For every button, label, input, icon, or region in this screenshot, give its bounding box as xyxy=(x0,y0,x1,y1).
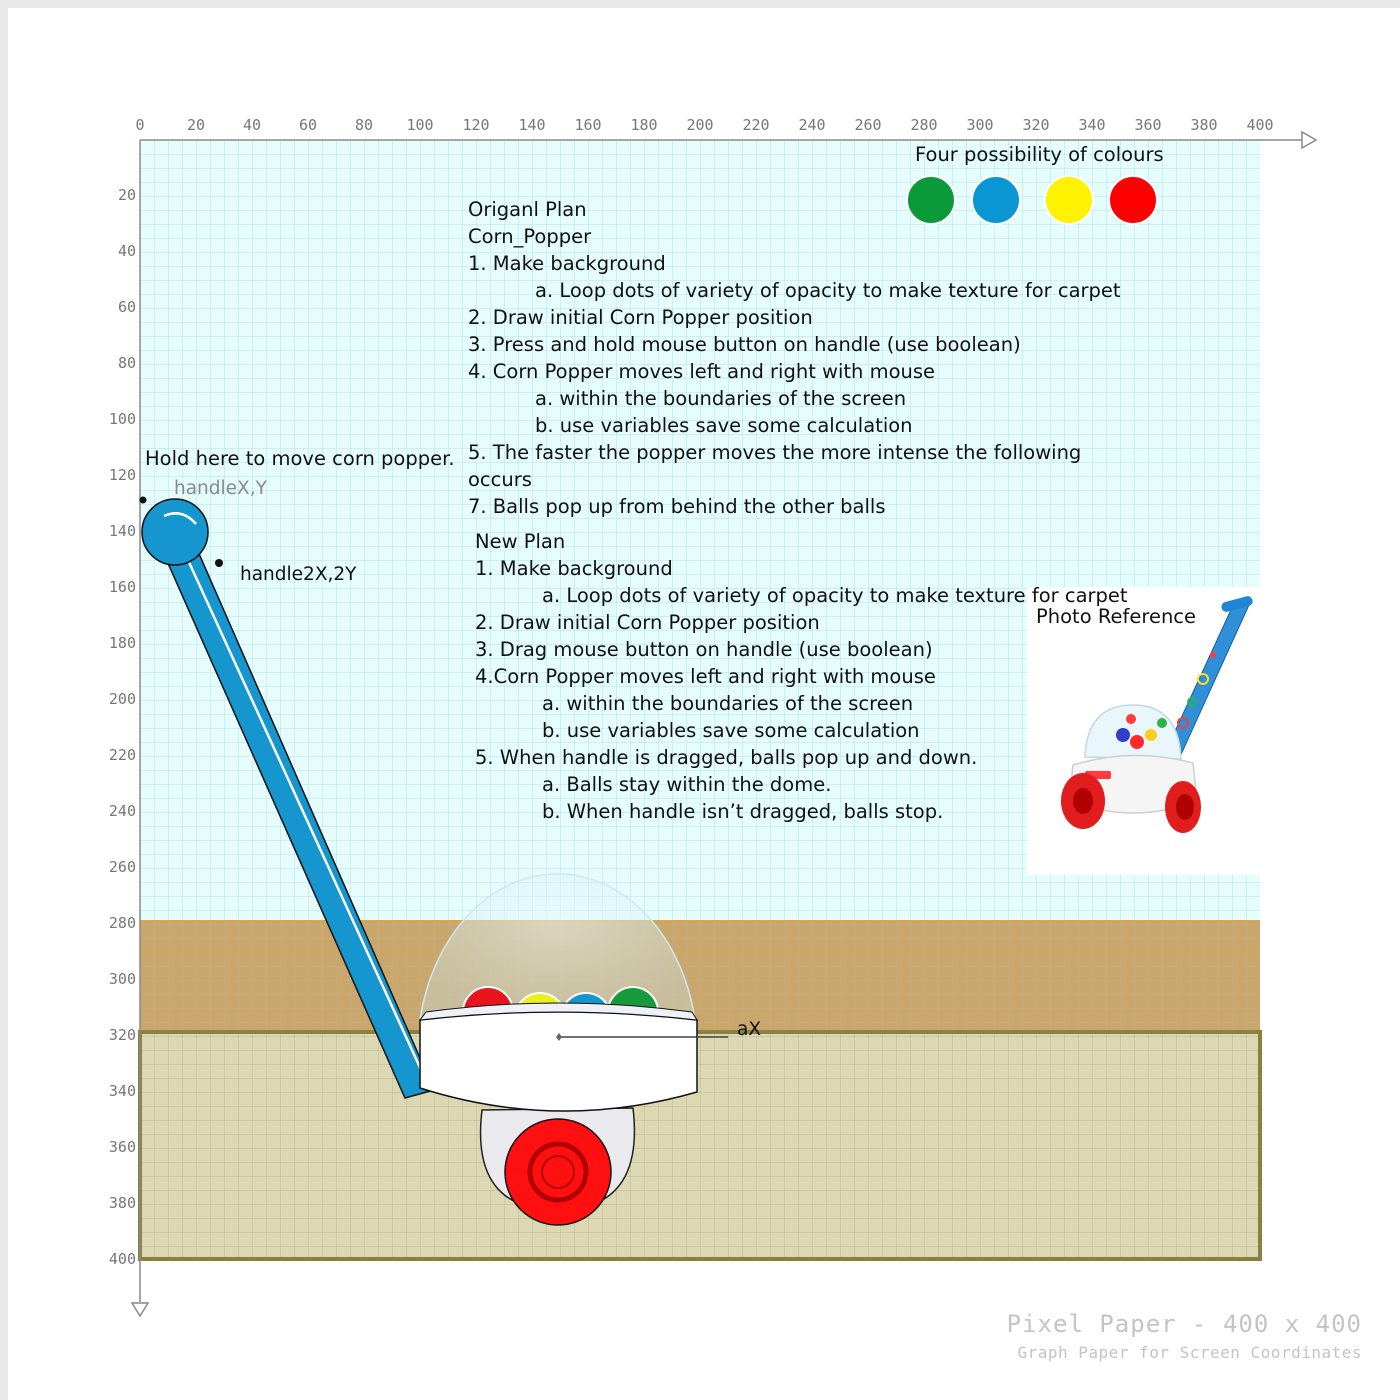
y-tick-label: 300 xyxy=(108,970,136,988)
new-plan xyxy=(475,528,1128,825)
handle2-label: handle2X,2Y xyxy=(240,564,357,585)
y-tick-label: 140 xyxy=(108,522,136,540)
x-tick-label: 300 xyxy=(966,116,994,134)
plan-line: Origanl Plan xyxy=(468,198,587,221)
x-tick-label: 180 xyxy=(630,116,658,134)
x-tick-label: 20 xyxy=(186,116,206,134)
y-tick-label: 60 xyxy=(117,298,136,316)
plan-line: b. use variables save some calculation xyxy=(535,414,913,437)
plan-line: 3. Drag mouse button on handle (use boolean) xyxy=(475,638,933,661)
x-tick-label: 320 xyxy=(1022,116,1050,134)
x-tick-label: 380 xyxy=(1190,116,1218,134)
handle-point-1 xyxy=(140,497,147,504)
plan-line: 2. Draw initial Corn Popper position xyxy=(475,611,820,634)
x-tick-label: 80 xyxy=(354,116,374,134)
y-tick-label: 160 xyxy=(108,578,136,596)
carpet-floor-grid xyxy=(140,1032,1260,1259)
plan-line: a. Loop dots of variety of opacity to make texture for carpet xyxy=(535,279,1121,302)
y-tick-label: 180 xyxy=(108,634,136,652)
y-tick-label: 20 xyxy=(117,186,136,204)
y-tick-label: 400 xyxy=(108,1250,136,1268)
plan-line: a. Loop dots of variety of opacity to make texture for carpet xyxy=(542,584,1128,607)
plan-line: 5. The faster the popper moves the more intense the following xyxy=(468,441,1082,464)
photo-reference-label: Photo Reference xyxy=(1036,605,1197,628)
plan-line: 4.Corn Popper moves left and right with mouse xyxy=(475,665,936,688)
x-tick-label: 400 xyxy=(1246,116,1274,134)
plan-line: a. Balls stay within the dome. xyxy=(542,773,832,796)
plan-line: a. within the boundaries of the screen xyxy=(535,387,907,410)
y-tick-label: 220 xyxy=(108,746,136,764)
carpet-band-grid xyxy=(140,920,1260,1030)
y-axis-arrow xyxy=(132,1303,148,1316)
y-tick-label: 340 xyxy=(108,1082,136,1100)
x-tick-label: 260 xyxy=(854,116,882,134)
x-tick-label: 280 xyxy=(910,116,938,134)
handle-point-2 xyxy=(215,559,223,567)
plan-line: 1. Make background xyxy=(475,557,673,580)
x-tick-label: 240 xyxy=(798,116,826,134)
plan-line: 7. Balls pop up from behind the other balls xyxy=(468,495,886,518)
x-tick-label: 60 xyxy=(298,116,318,134)
photo-ball xyxy=(1145,729,1157,741)
x-tick-label: 100 xyxy=(406,116,434,134)
y-tick-label: 100 xyxy=(108,410,136,428)
y-tick-label: 380 xyxy=(108,1194,136,1212)
plan-line: a. within the boundaries of the screen xyxy=(542,692,914,715)
plan-line: 4. Corn Popper moves left and right with mouse xyxy=(468,360,936,383)
y-tick-label: 280 xyxy=(108,914,136,932)
x-tick-label: 220 xyxy=(742,116,770,134)
footer-title: Pixel Paper - 400 x 400 xyxy=(1006,1310,1362,1338)
y-tick-label: 360 xyxy=(108,1138,136,1156)
palette-title: Four possibility of colours xyxy=(915,143,1164,166)
wheel-hub xyxy=(542,1156,574,1188)
x-tick-label: 360 xyxy=(1134,116,1162,134)
x-tick-label: 140 xyxy=(518,116,546,134)
y-tick-label: 240 xyxy=(108,802,136,820)
popper-body xyxy=(420,1012,697,1111)
original-plan xyxy=(468,196,1121,520)
footer-subtitle: Graph Paper for Screen Coordinates xyxy=(1017,1343,1362,1362)
handle-xy-label: handleX,Y xyxy=(174,478,267,499)
plan-line: New Plan xyxy=(475,530,566,553)
photo-handle-dot xyxy=(1210,652,1216,658)
plan-line: 5. When handle is dragged, balls pop up and down. xyxy=(475,746,978,769)
y-tick-label: 40 xyxy=(117,242,136,260)
y-tick-label: 200 xyxy=(108,690,136,708)
photo-ball xyxy=(1130,735,1144,749)
x-axis-arrow xyxy=(1302,132,1316,148)
plan-line: occurs xyxy=(468,468,532,491)
x-tick-label: 40 xyxy=(242,116,262,134)
photo-wheel-right-hub xyxy=(1176,794,1194,820)
y-tick-label: 320 xyxy=(108,1026,136,1044)
x-tick-label: 0 xyxy=(135,116,145,134)
x-tick-label: 160 xyxy=(574,116,602,134)
plan-line: 1. Make background xyxy=(468,252,666,275)
y-tick-label: 260 xyxy=(108,858,136,876)
x-tick-label: 120 xyxy=(462,116,490,134)
plan-line: Corn_Popper xyxy=(468,225,592,248)
y-tick-label: 80 xyxy=(117,354,136,372)
x-tick-label: 340 xyxy=(1078,116,1106,134)
hold-here-label: Hold here to move corn popper. xyxy=(145,447,455,470)
plan-line: b. When handle isn’t dragged, balls stop. xyxy=(542,800,944,823)
photo-ball xyxy=(1157,718,1167,728)
y-tick-label: 120 xyxy=(108,466,136,484)
x-tick-label: 200 xyxy=(686,116,714,134)
plan-line: 2. Draw initial Corn Popper position xyxy=(468,306,813,329)
ax-label: aX xyxy=(737,1019,762,1040)
plan-line: 3. Press and hold mouse button on handle (use boolean) xyxy=(468,333,1021,356)
plan-line: b. use variables save some calculation xyxy=(542,719,920,742)
handle-knob[interactable] xyxy=(142,499,208,565)
